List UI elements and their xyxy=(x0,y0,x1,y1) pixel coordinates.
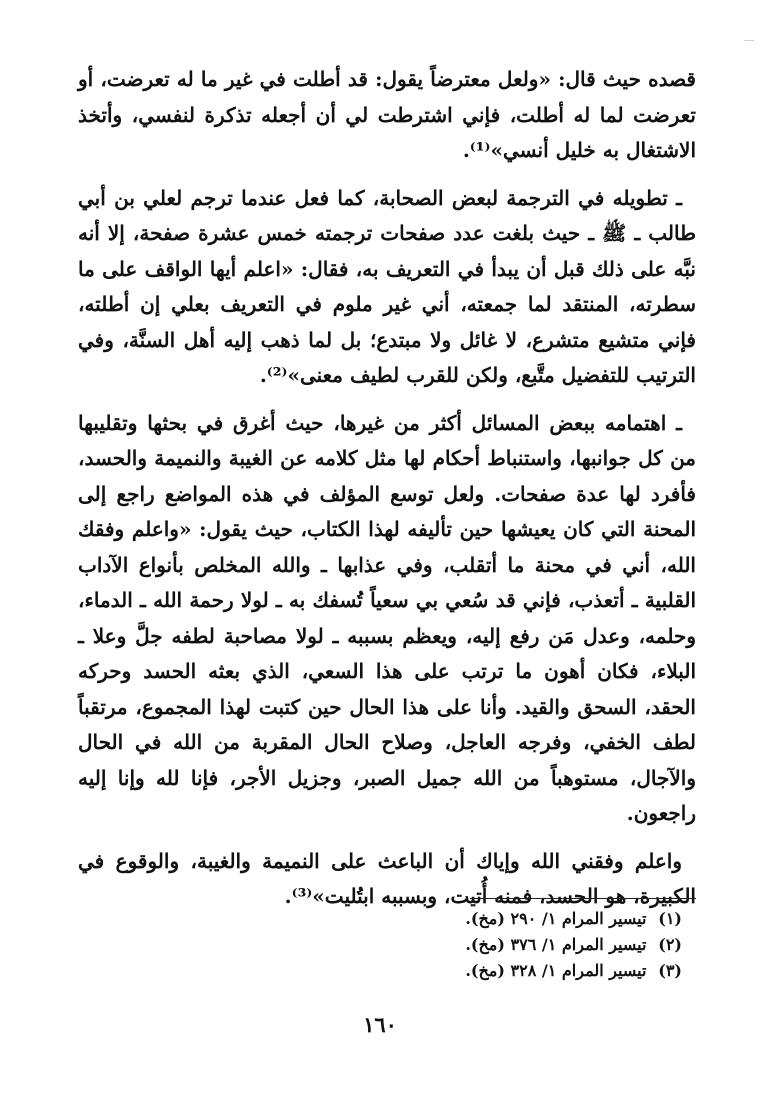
footnote-2 xyxy=(282,932,682,958)
footnote-text: تيسير المرام ١/ ٢٩٠ (مخ). xyxy=(465,909,647,928)
main-text xyxy=(78,62,696,927)
paragraph-2: ـ تطويله في الترجمة لبعض الصحابة، كما فعل عندما ترجم لعلي بن أبي طالب ـ ﷺ ـ حيث بلغت عدد صفحات ترجمته خمس عشرة صفحة، إلا أنه نبَّه على ذلك قبل أن يبدأ في التعريف به، فقال: «اعلم أيها الواقف على ما سطرته، المنتقد لما جمعته، أني غير ملوم في التعريف بعلي إن أطلته، فإني متشيع متشرع، لا غائل ولا مبتدع؛ بل لما ذهب إليه أهل السنَّة، وفي الترتيب للتفضيل متَّبع، ولكن للقرب لطيف معنى»⁽²⁾. xyxy=(78,185,696,387)
footnote-number: (٣) xyxy=(658,961,682,980)
footnote-3 xyxy=(282,958,682,984)
footnote-divider xyxy=(470,898,696,899)
page-edge-mark xyxy=(744,40,754,41)
paragraph-3: ـ اهتمامه ببعض المسائل أكثر من غيرها، حيث أغرق في بحثها وتقليبها من كل جوانبها، واستنباط أحكام لها مثل كلامه عن الغيبة والنميمة والحسد، فأفرد لها عدة صفحات. ولعل توسع المؤلف في هذه المواضع راجع إلى المحنة التي كان يعيشها حين تأليفه لهذا الكتاب، حيث يقول: «واعلم وفقك الله، أني في محنة ما أتقلب، وفي عذابها ـ والله المخلص بأنواع الآداب القلبية ـ أتعذب، فإني قد سُعي بي سعياً تُسفك به ـ لولا رحمة الله ـ الدماء، وحلمه، وعدل مَن رفع إليه، ويعظم بسببه ـ لولا مصاحبة لطفه جلَّ وعلا ـ البلاء، فكان أهون ما ترتب على هذا السعي، الذي بعثه الحسد وحركه الحقد، السحق والقيد. وأنا على هذا الحال حين كتبت لهذا المجموع، مرتقباً لطف الخفي، وفرجه العاجل، وصلاح الحال المقربة من الله في الحال والآجال، مستوهباً من الله جميل الصبر، وجزيل الأجر، فإنا لله وإنا إليه راجعون. xyxy=(78,410,697,825)
footnote-text: تيسير المرام ١/ ٣٢٨ (مخ). xyxy=(465,961,647,980)
footnote-1 xyxy=(282,906,682,932)
footnote-number: (٢) xyxy=(658,935,682,954)
footnote-number: (١) xyxy=(658,909,682,928)
page-number: ١٦٠ xyxy=(363,1012,397,1037)
paragraph-4: واعلم وفقني الله وإياك أن الباعث على النميمة والغيبة، والوقوع في الكبيرة، هو الحسد، فمنه أُتيت، وبسببه ابتُليت»⁽³⁾. xyxy=(78,848,696,908)
paragraph-1: قصده حيث قال: «ولعل معترضاً يقول: قد أطلت في غير ما له تعرضت، أو تعرضت لما له أطلت، فإني اشترطت لي أن أجعله تذكرة لنفسي، وأتخذ الاشتغال به خليل أنسي»⁽¹⁾. xyxy=(78,67,696,162)
footnote-text: تيسير المرام ١/ ٣٧٦ (مخ). xyxy=(465,935,647,954)
footnotes xyxy=(282,906,682,984)
